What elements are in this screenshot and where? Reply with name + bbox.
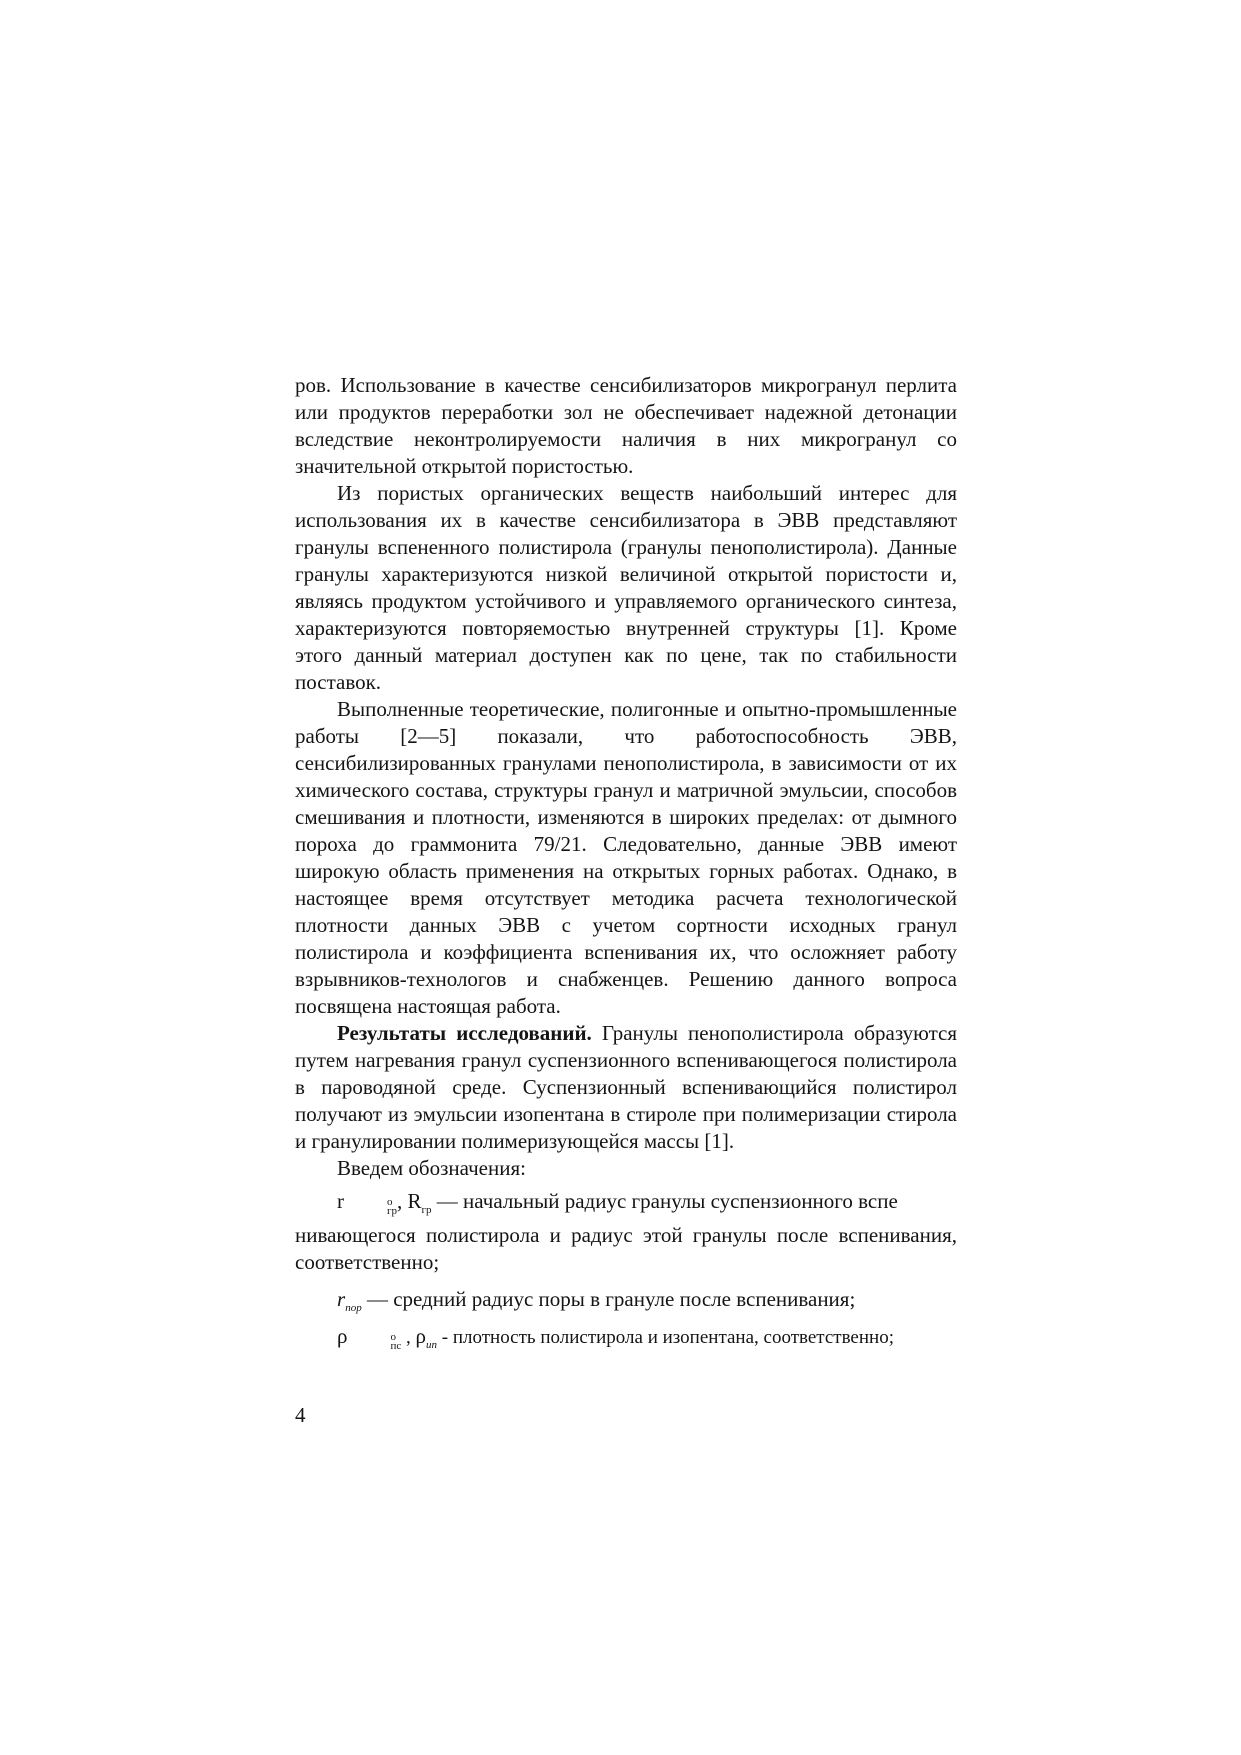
symbol-r-pore: $r_{пор}$ [337,1287,362,1315]
paragraph-3: Выполненные теоретические, полигонные и опытно-промышленные работы [2—5] показали, что работоспособность ЭВВ, сенсибилизированных гранулами пенополистирола, в зависимости от их химического состава, структуры гранул и матричной эмульсии, способов смешивания и плотности, изменяются в широких пределах: от дымного пороха до граммонита 79/21. Следовательно, данные ЭВВ имеют широкую область применения на открытых горных работах. Однако, в настоящее время отсутствует методика расчета технологической плотности данных ЭВВ с учетом сортности исходных гранул полистирола и коэффициента вспенивания их, что осложняет работу взрывников-технологов и снабженцев. Решению данного вопроса посвящена настоящая работа. [295,697,957,1018]
document-body [295,372,957,1351]
definition-1-text: — начальный радиус гранулы суспензионного вспе [431,1189,898,1213]
paragraph-4 [295,1020,957,1155]
paragraph-4-body: Гранулы пенополистирола образуются путем нагревания гранул суспензионного вспенивающегося полистирола в пароводяной среде. Суспензионный вспенивающийся полистирол получают из эмульсии изопентана в стироле при полимеризации стирола и гранулировании полимеризующейся массы [1]. [295,1021,957,1153]
definition-3-text: - плотность полистирола и изопентана, соответственно; [437,1327,894,1348]
page-number: 4 [295,1403,306,1427]
symbol-rho-polystyrene: ρ о пс [337,1324,402,1352]
definition-3: ρ о пс , $\rho_{ип}$ - плотность полистирола и изопентана, соответственно; [337,1324,894,1352]
symbol-R-granule: $R_{гр}$ [407,1189,432,1217]
paragraph-1: ров. Использование в качестве сенсибилизаторов микрогранул перлита или продуктов переработки зол не обеспечивает надежной детонации вследствие неконтролируемости наличия в них микрогранул со значительной открытой пористостью. [295,373,957,478]
definition-1-continued: нивающегося полистирола и радиус этой гранулы после вспенивания, соответственно; [295,1223,957,1274]
definition-2-text: — средний радиус поры в грануле после вспенивания; [361,1287,856,1311]
section-heading: Результаты исследований. [337,1021,592,1045]
symbol-rho-isopentane: $\rho_{ип}$ [415,1324,437,1352]
paragraph-5: Введем обозначения: [337,1156,526,1180]
symbol-r-granule: r о гр [337,1189,398,1217]
definition-2 [295,1286,957,1313]
definition-1: r о гр , $R_{гр}$ — начальный радиус гранулы суспензионного вспе [337,1189,898,1217]
paragraph-2: Из пористых органических веществ наибольший интерес для использования их в качестве сенсибилизатора в ЭВВ представляют гранулы вспененного полистирола (гранулы пенополистирола). Данные гранулы характеризуются низкой величиной открытой пористости и, являясь продуктом устойчивого и управляемого органического синтеза, характеризуются повторяемостью внутренней структуры [1]. Кроме этого данный материал доступен как по цене, так по стабильности поставок. [295,481,957,694]
